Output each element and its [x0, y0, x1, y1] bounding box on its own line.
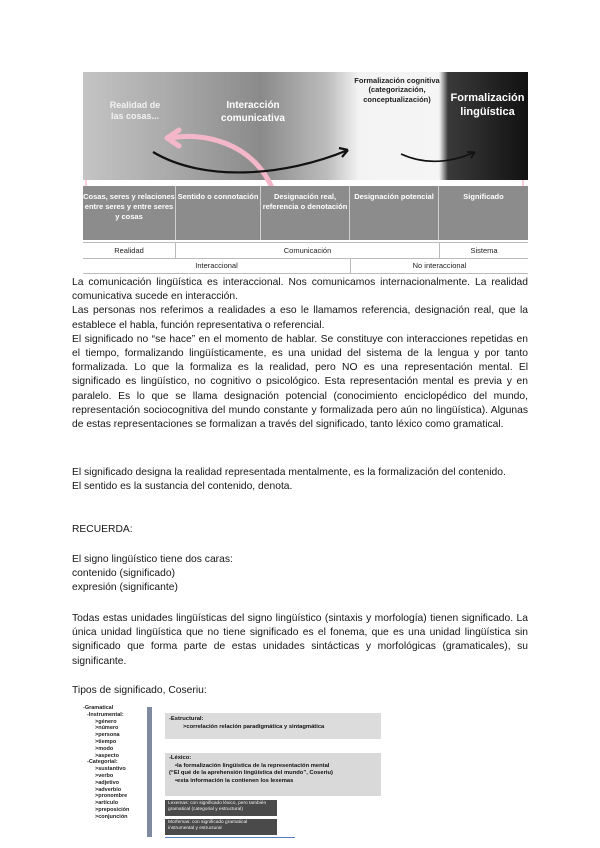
gramatical-list-item: -Gramatical	[83, 705, 114, 711]
recuerda-heading	[72, 523, 528, 537]
cell-no-interaccional: No interaccional	[350, 258, 528, 273]
signo-block	[72, 553, 528, 596]
tipos-label: Tipos de significado, Coseriu:	[72, 685, 207, 696]
box-sentido: Sentido o connotación	[177, 192, 259, 201]
lexico-box	[165, 753, 381, 796]
box-designacion-potencial: Designación potencial	[354, 192, 434, 201]
cell-sistema: Sistema	[439, 243, 528, 258]
pink-curved-arrow	[171, 136, 273, 190]
box-significado: Significado	[463, 192, 504, 201]
lexemas-box: Lexemas: con significado léxico, pero también gramatical (categorial y estructural)	[165, 800, 277, 816]
gramatical-list-item: >sustantivo	[95, 766, 126, 773]
cell-interaccional: Interaccional	[195, 261, 238, 270]
gramatical-list-item: >modo	[95, 745, 114, 752]
paragraph-unidades: Todas estas unidades lingüísticas del signo lingüístico (sintaxis y morfología) tienen significado. La única unidad lingüística que no tiene significado es el fonema, que es una unidad lingüística sin significado que forma parte de estas unidades sintácticas y morfológicas (gramaticales), su significante.	[72, 613, 528, 667]
paragraph-sentido: El sentido es la sustancia del contenido, denota.	[72, 481, 293, 493]
gramatical-list-item: -Instrumental:	[87, 711, 124, 718]
gramatical-list-item: >conjunción	[95, 813, 128, 820]
diagram-row-interaccional	[83, 258, 528, 274]
recuerda-label: RECUERDA:	[72, 524, 133, 535]
body-text-block-1	[72, 276, 528, 432]
cell-comunicacion: Comunicación	[175, 243, 439, 258]
box-cosas: Cosas, seres y relaciones entre seres y entre seres y cosas	[83, 192, 175, 221]
estructural-line: >correlación relación paradigmática y sintagmática	[183, 724, 325, 730]
lexico-line-2: (“El qué de la aprehensión lingüística del mundo”, Coseriu)	[169, 770, 333, 777]
label-interaccion-comunicativa: Interacción comunicativa	[221, 100, 285, 124]
gramatical-bar	[147, 707, 152, 837]
gramatical-list-item: >adverbio	[95, 786, 122, 793]
gramatical-list-item: >artículo	[95, 800, 119, 807]
morfemas-box: Morfemas: con significado gramatical instrumental y estructural	[165, 819, 277, 835]
gramatical-list-item: >tiempo	[95, 738, 117, 745]
coseriu-figure	[83, 705, 381, 840]
gramatical-list	[83, 705, 155, 840]
label-formalizacion-linguistica: Formalización lingüística	[450, 92, 525, 118]
lexico-line-3: •esta información la contienen los lexemas	[175, 777, 294, 784]
gramatical-list-item: >adjetivo	[95, 779, 119, 786]
body-text-block-2	[72, 466, 528, 494]
paragraph-comunicacion: La comunicación lingüística es interaccional. Nos comunicamos internacionalmente. La realidad comunicativa sucede en interacción.	[72, 277, 528, 303]
tipos-heading	[72, 684, 528, 698]
gramatical-list-item: >preposición	[95, 806, 130, 813]
gramatical-list-item: >pronombre	[95, 793, 128, 800]
signo-line: El signo lingüístico tiene dos caras:	[72, 554, 233, 565]
gramatical-list-item: -Categorial:	[87, 759, 118, 766]
paragraph-referencia: Las personas nos referimos a realidades a eso le llamamos referencia, designación real, que la establece el habla, función representativa o referencial.	[72, 305, 528, 331]
gramatical-list-item: >género	[95, 718, 117, 725]
body-text-block-3	[72, 612, 528, 669]
gramatical-list-item: >verbo	[95, 772, 114, 779]
expresion-line: expresión (significante)	[72, 582, 178, 594]
paragraph-significado: El significado no “se hace” en el momento de hablar. Se constituye con interacciones repetidas en el tiempo, formalizando lingüísticamente, es una unidad del sistema de la lengua y por tanto formalizada. Lo que la formaliza es la realidad, pero NO es una representación mental. El significado es lingüístico, no cognitivo o psicológico. Esta representación mental es previa y en paralelo. Es lo que se llama designación potencial (conocimiento enciclopédico del mundo, representación sociocognitiva del mundo constante y formalizada pero aún no lingüística). Algunas de estas representaciones se formalizan a través del significado, tanto léxico como gramatical.	[72, 333, 528, 431]
estructural-box	[165, 713, 381, 739]
gramatical-list-item: >persona	[95, 732, 120, 739]
label-realidad: Realidad de las cosas...	[109, 100, 161, 122]
estructural-title: -Estructural:	[169, 716, 204, 722]
diagram-row-realidad-comunicacion-sistema	[83, 242, 528, 259]
gramatical-list-item: >aspecto	[95, 752, 119, 759]
cell-realidad: Realidad	[114, 246, 144, 255]
contenido-line: contenido (significado)	[72, 568, 176, 580]
paragraph-significado-designa: El significado designa la realidad representada mentalmente, es la formalización del contenido.	[72, 467, 506, 478]
diagram-boxes-row	[83, 186, 528, 240]
right-curved-arrow	[401, 152, 475, 161]
label-formalizacion-cognitiva: Formalización cognitiva (categorización, conceptualización)	[354, 76, 440, 104]
lexico-title: -Léxico:	[169, 755, 192, 761]
underline-decoration	[165, 837, 295, 838]
box-designacion-real: Designación real, referencia o denotación	[262, 192, 348, 211]
communication-diagram	[83, 72, 528, 272]
lexico-line-1: •la formalización lingüística de la representación mental	[175, 762, 330, 769]
gramatical-list-item: >número	[95, 725, 119, 732]
